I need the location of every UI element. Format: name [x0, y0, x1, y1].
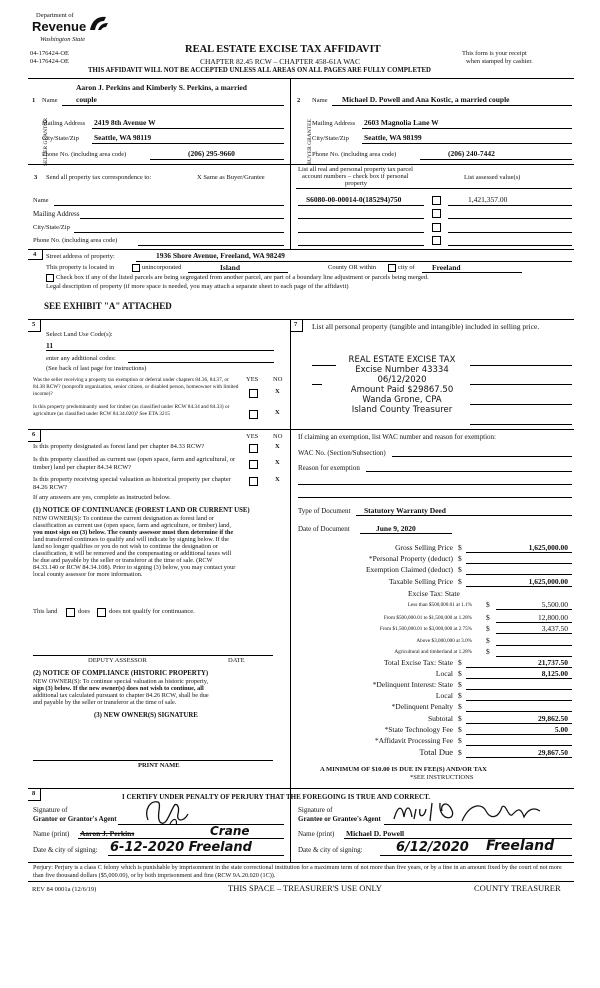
- notice1-line-8: 84.33.140 or RCW 84.34.108). Prior to signing (3) below, you may contact your: [33, 564, 236, 571]
- corr-city-label: City/State/Zip: [33, 224, 70, 231]
- notice1-line-5: land no longer qualifies or you do not wish to continue the designation or: [33, 543, 218, 550]
- assessed-header: List assessed value(s): [464, 174, 521, 181]
- stamp-line-4: Amount Paid $29867.50: [350, 385, 454, 395]
- logo-mark-icon: [88, 14, 110, 34]
- taxable-amount: 1,625,000.00: [528, 577, 568, 586]
- personal-property-label: List all personal property (tangible and intangible) included in selling price.: [312, 322, 540, 331]
- parcel-personal-checkbox[interactable]: [432, 196, 441, 205]
- total-due-amount: 29,867.50: [538, 748, 568, 757]
- form-title: REAL ESTATE EXCISE TAX AFFIDAVIT: [185, 44, 381, 55]
- city-of-label: city of: [398, 264, 415, 271]
- section-1-number: 1: [32, 97, 36, 104]
- certify-statement: I CERTIFY UNDER PENALTY OF PERJURY THAT THE FOREGOING IS TRUE AND CORRECT.: [122, 793, 431, 801]
- located-in-label: This property is located in: [46, 264, 115, 271]
- s5-q1: Was the seller receiving a property tax exemption or deferral under chapters 84.36, 84.37, or 84.38 RCW? (nonprofit organization, senior citizen, or disabled person, homeowner with limited income)?: [33, 377, 239, 397]
- see-back-label: (See back of last page for instructions): [46, 365, 147, 372]
- tech-fee-amount: 5.00: [554, 725, 568, 734]
- does-not-checkbox[interactable]: [97, 608, 106, 617]
- seller-mailing: 2419 8th Avenue W: [94, 118, 156, 127]
- land-use-label: Select Land Use Code(s):: [46, 331, 113, 338]
- dor-logo: [30, 12, 120, 44]
- send-correspondence: Send all property tax correspondence to:: [46, 174, 152, 181]
- excise-label: Excise Tax: State: [408, 589, 460, 598]
- if-yes-note: If any answers are yes, complete as instructed below.: [33, 494, 171, 501]
- total-due-dollar: $: [458, 748, 462, 757]
- additional-codes-label: enter any additional codes:: [46, 355, 116, 362]
- subtotal-dollar: $: [458, 714, 462, 723]
- taxable-label: Taxable Selling Price: [388, 577, 453, 586]
- deputy-date-label: DATE: [228, 657, 245, 664]
- grantor-handwritten-name: Crane: [210, 824, 250, 838]
- gross-dollar: $: [458, 543, 462, 552]
- logo-name: Revenue: [32, 19, 87, 34]
- buyer-name-label: Name: [312, 97, 328, 104]
- tech-fee-dollar: $: [458, 725, 462, 734]
- section-8-number: 8: [32, 790, 36, 797]
- receipt-note-1: This form is your receipt: [462, 50, 527, 57]
- treasurer-use-only: THIS SPACE – TREASURER'S USE ONLY: [228, 883, 382, 893]
- exempt-label: Exemption Claimed (deduct): [365, 565, 453, 574]
- s5-q2-no-x: X: [275, 409, 280, 416]
- seller-mailing-label: Mailing Address: [42, 120, 86, 127]
- receipt-note-2: when stamped by cashier.: [466, 58, 533, 65]
- county-label: County OR within: [328, 264, 377, 271]
- parcel-header-1: List all real and personal property tax parcel: [298, 166, 413, 173]
- exemption-claim-label: If claiming an exemption, list WAC number and reason for exemption:: [298, 433, 496, 441]
- doc-date-label: Date of Document: [298, 525, 350, 533]
- section-7-number: 7: [294, 321, 298, 328]
- parcel-4-checkbox[interactable]: [432, 236, 441, 245]
- exempt-dollar: $: [458, 565, 462, 574]
- exhibit-a: SEE EXHIBIT "A" ATTACHED: [44, 301, 172, 311]
- same-as-buyer: X Same as Buyer/Grantee: [197, 174, 265, 181]
- buyer-mailing-label: Mailing Address: [312, 120, 356, 127]
- section-5-number: 5: [32, 321, 36, 328]
- unincorporated-label: unincorporated: [142, 264, 182, 271]
- notice1-line-2: classification as current use (open space, farm and agriculture, or timber) land,: [33, 522, 231, 529]
- s6-q3-yes-box[interactable]: [249, 477, 258, 486]
- seller-name-line1: Aaron J. Perkins and Kimberly S. Perkins, a married: [76, 83, 247, 92]
- gross-amount: 1,625,000.00: [528, 543, 568, 552]
- s6-q2: Is this property classified as current use (open space, farm and agricultural, or timber) land per chapter 84.34 RCW?: [33, 456, 236, 471]
- form-subtitle: CHAPTER 82.45 RCW – CHAPTER 458-61A WAC: [200, 57, 360, 66]
- does-not-label: does not qualify for continuance.: [109, 608, 195, 615]
- stamp-line-5: Wanda Grone, CPA: [362, 395, 442, 405]
- s5-q1-no-x: X: [275, 388, 280, 395]
- s6-q2-yes-box[interactable]: [249, 460, 258, 469]
- notice2-line-3: additional tax calculated pursuant to chapter 84.26 RCW, shall be due: [33, 692, 209, 699]
- tier3-amount: 3,437.50: [541, 624, 568, 633]
- notice1-line-7: be due and payable by the seller or transferor at the time of sale. (RCW: [33, 557, 213, 564]
- form-warning: THIS AFFIDAVIT WILL NOT BE ACCEPTED UNLESS ALL AREAS ON ALL PAGES ARE FULLY COMPLETED: [88, 67, 431, 74]
- notice1-line-3: you must sign on (3) below. The county assessor must then determine if the: [33, 529, 234, 536]
- logo-state: Washington State: [40, 36, 86, 43]
- minimum-fee-note: A MINIMUM OF $10.00 IS DUE IN FEE(S) AND/OR TAX: [320, 766, 487, 773]
- grantor-sig-label-2: Grantor or Grantor's Agent: [33, 815, 117, 823]
- perjury-text: Perjury: Perjury is a class C felony which is punishable by imprisonment in the state correctional institution for a maximum term of not more than five years, or by a fine in an amount fixed by the court of not more than five thousand dollars ($5,000.00), or by both imprisonment and fine (RCW 9A.20.020 (1C)).: [33, 864, 562, 879]
- grantor-date-label: Date & city of signing:: [33, 846, 98, 854]
- tier1-amount: 5,500.00: [541, 600, 568, 609]
- delinq-local-dollar: $: [458, 691, 462, 700]
- notice1-line-6: classification, it will be removed and the compensating or additional taxes will: [33, 550, 232, 557]
- notice2-line-4: and payable by the seller or transferor at the time of sale.: [33, 699, 177, 706]
- rev-number: REV 84 0001a (12/6/19): [32, 886, 97, 893]
- street-address: 1936 Shore Avenue, Freeland, WA 98249: [156, 251, 285, 260]
- local-amount: 8,125.00: [541, 669, 568, 678]
- print-name-label: PRINT NAME: [138, 762, 180, 769]
- section-2-number: 2: [297, 97, 301, 104]
- tier5-label: Agricultural and timberland at 1.28%: [394, 649, 472, 655]
- delinq-local-label: Local: [435, 691, 453, 700]
- tier1-dollar: $: [486, 600, 490, 609]
- s6-q1: Is this property designated as forest land per chapter 84.33 RCW?: [33, 443, 205, 450]
- section-6-number: 6: [32, 431, 36, 438]
- segregated-label: Check box if any of the listed parcels are being segregated from another parcel, are part of a boundary line adjustment or parcels being merged.: [56, 274, 429, 281]
- parcel-number: S6080-00-00014-0(185294)750: [306, 195, 402, 204]
- s5-q2-yes-box[interactable]: [249, 410, 258, 419]
- s6-q3: Is this property receiving special valuation as historical property per chapter 84.26 RCW?: [33, 476, 231, 491]
- seller-vertical-label: SELLER GRANTOR: [43, 117, 50, 167]
- buyer-name: Michael D. Powell and Ana Kostic, a married couple: [342, 95, 510, 104]
- grantor-date-city: 6-12-2020 Freeland: [110, 840, 252, 855]
- affidavit-fee-dollar: $: [458, 736, 462, 745]
- corr-mailing-label: Mailing Address: [33, 210, 80, 218]
- see-instructions: *SEE INSTRUCTIONS: [410, 774, 474, 781]
- s5-q1-yes-box[interactable]: [249, 389, 258, 398]
- notice1-line-1: NEW OWNER(S): To continue the current designation as forest land or: [33, 515, 214, 522]
- parcel-header-3: property: [345, 180, 368, 187]
- notice2-line-2: sign (3) below. If the new owner(s) does not wish to continue, all: [33, 685, 204, 692]
- tier2-label: From $500,000.01 to $1,500,000 at 1.28%: [383, 615, 472, 621]
- parcel-3-checkbox[interactable]: [432, 223, 441, 232]
- penalty-dollar: $: [458, 702, 462, 711]
- total-state-amount: 21,737.50: [538, 658, 568, 667]
- grantee-sig-label-2: Grantee or Grantee's Agent: [298, 815, 381, 823]
- subtotal-label: Subtotal: [427, 714, 453, 723]
- delinq-state-dollar: $: [458, 680, 462, 689]
- notice2-line-1: NEW OWNER(S): To continue special valuation as historic property,: [33, 678, 209, 685]
- section-4-number: 4: [33, 251, 37, 258]
- does-label: does: [78, 608, 90, 615]
- stamp-line-3: 06/12/2020: [377, 375, 427, 385]
- notice2-title: (2) NOTICE OF COMPLIANCE (HISTORIC PROPERTY): [33, 670, 209, 677]
- doc-date: June 9, 2020: [376, 524, 416, 533]
- corr-phone-label: Phone No. (including area code): [33, 237, 118, 244]
- grantee-date-label: Date & city of signing:: [298, 846, 363, 854]
- form-id-1: 04-176424-OE: [30, 50, 69, 57]
- tier2-dollar: $: [486, 613, 490, 622]
- doc-type-label: Type of Document: [298, 507, 351, 515]
- assessed-value: 1,421,357.00: [468, 195, 508, 204]
- s6-q2-no-x: X: [275, 459, 280, 466]
- doc-type: Statutory Warranty Deed: [364, 506, 446, 515]
- reason-label: Reason for exemption: [298, 464, 360, 472]
- grantor-sig-label-1: Signature of: [33, 806, 68, 814]
- seller-city: Seattle, WA 98119: [94, 133, 152, 142]
- tier1-label: Less than $500,000.01 at 1.1%: [407, 602, 472, 608]
- seller-city-label: City/State/Zip: [42, 135, 79, 142]
- tier2-amount: 12,800.00: [538, 613, 568, 622]
- city-of-checkbox[interactable]: [388, 264, 396, 272]
- penalty-label: *Delinquent Penalty: [391, 702, 453, 711]
- grantor-name: Aaron J. Perkins: [80, 829, 135, 838]
- s6-q1-no-x: X: [275, 443, 280, 450]
- section-3-number: 3: [34, 174, 38, 181]
- personal-dollar: $: [458, 554, 462, 563]
- s6-no: NO: [273, 433, 283, 440]
- form-id-2: 04-176424-OE: [30, 58, 69, 65]
- buyer-phone: (206) 240-7442: [448, 149, 495, 158]
- deputy-assessor-label: DEPUTY ASSESSOR: [88, 657, 147, 664]
- grantee-name-label: Name (print): [298, 830, 335, 838]
- subtotal-amount: 29,862.50: [538, 714, 568, 723]
- new-owner-signature-label: (3) NEW OWNER(S) SIGNATURE: [94, 712, 198, 719]
- grantee-sig-label-1: Signature of: [298, 806, 333, 814]
- seller-phone: (206) 295-9660: [188, 149, 235, 158]
- corr-name-label: Name: [33, 197, 49, 204]
- buyer-mailing: 2603 Magnolia Lane W: [364, 118, 439, 127]
- s6-q1-yes-box[interactable]: [249, 444, 258, 453]
- local-label: Local: [435, 669, 453, 678]
- parcel-header-2: account numbers – check box if personal: [302, 173, 409, 180]
- delinq-state-label: *Delinquent Interest: State: [372, 680, 453, 689]
- tier5-dollar: $: [486, 647, 490, 656]
- grantee-city: Freeland: [486, 838, 555, 854]
- notice1-title: (1) NOTICE OF CONTINUANCE (FOREST LAND OR CURRENT USE): [33, 507, 250, 514]
- total-due-label: Total Due: [419, 747, 453, 757]
- personal-label: *Personal Property (deduct): [368, 554, 453, 563]
- county-treasurer: COUNTY TREASURER: [474, 883, 561, 893]
- seller-name-line2: couple: [76, 95, 97, 104]
- street-label: Street address of property:: [46, 253, 115, 260]
- buyer-city: Seattle, WA 98199: [364, 133, 422, 142]
- notice1-line-4: land transferred continues to qualify and will indicate by signing below. If the: [33, 536, 229, 543]
- buyer-vertical-label: BUYER GRANTEE: [306, 119, 313, 165]
- buyer-city-label: City/State/Zip: [312, 135, 349, 142]
- this-land-label: This land: [33, 608, 58, 615]
- tier3-dollar: $: [486, 624, 490, 633]
- local-dollar: $: [458, 669, 462, 678]
- stamp-line-2: Excise Number 43334: [355, 365, 449, 375]
- grantor-name-label: Name (print): [33, 830, 70, 838]
- total-state-label: Total Excise Tax: State: [383, 658, 453, 667]
- buyer-phone-label: Phone No. (including area code): [312, 151, 397, 158]
- county-value: Island: [220, 263, 241, 272]
- s5-q2: Is this property predominantly used for timber (as classified under RCW 84.34 and 84.33) or agriculture (as classified under RCW 84.34.020)? See ETA 3215: [33, 404, 230, 417]
- affidavit-fee-label: *Affidavit Processing Fee: [374, 736, 453, 745]
- tier4-dollar: $: [486, 636, 490, 645]
- tech-fee-label: *State Technology Fee: [384, 725, 453, 734]
- s6-yes: YES: [246, 433, 259, 440]
- legal-description-label: Legal description of property (if more space is needed, you may attach a separate sheet to each page of the affidavit): [46, 283, 349, 290]
- logo-top-text: Department of: [36, 12, 74, 19]
- perjury-warning: [33, 864, 573, 880]
- tier4-label: Above $3,000,000 at 3.0%: [416, 638, 472, 644]
- s5-no: NO: [273, 376, 283, 383]
- s6-q3-no-x: X: [275, 476, 280, 483]
- grantee-signature: [390, 797, 550, 827]
- grantee-name: Michael D. Powell: [346, 829, 405, 838]
- s5-yes: YES: [246, 376, 259, 383]
- total-state-dollar: $: [458, 658, 462, 667]
- land-use-code: 11: [46, 341, 54, 350]
- parcel-2-checkbox[interactable]: [432, 209, 441, 218]
- tier3-label: From $1,500,000.01 to $3,000,000 at 2.75%: [379, 626, 472, 632]
- wac-label: WAC No. (Section/Subsection): [298, 449, 386, 457]
- city-value: Freeland: [432, 263, 461, 272]
- segregated-checkbox[interactable]: [46, 274, 54, 282]
- unincorporated-checkbox[interactable]: [132, 264, 140, 272]
- treasurer-stamp: [322, 355, 482, 415]
- stamp-line-1: REAL ESTATE EXCISE TAX: [348, 355, 456, 365]
- gross-label: Gross Selling Price: [395, 543, 453, 552]
- stamp-line-6: Island County Treasurer: [351, 405, 453, 415]
- seller-name-label: Name: [42, 97, 58, 104]
- taxable-dollar: $: [458, 577, 462, 586]
- notice1-line-9: local county assessor for more information.: [33, 571, 143, 578]
- seller-phone-label: Phone No. (including area code): [42, 151, 127, 158]
- grantee-date: 6/12/2020: [396, 840, 469, 855]
- does-checkbox[interactable]: [66, 608, 75, 617]
